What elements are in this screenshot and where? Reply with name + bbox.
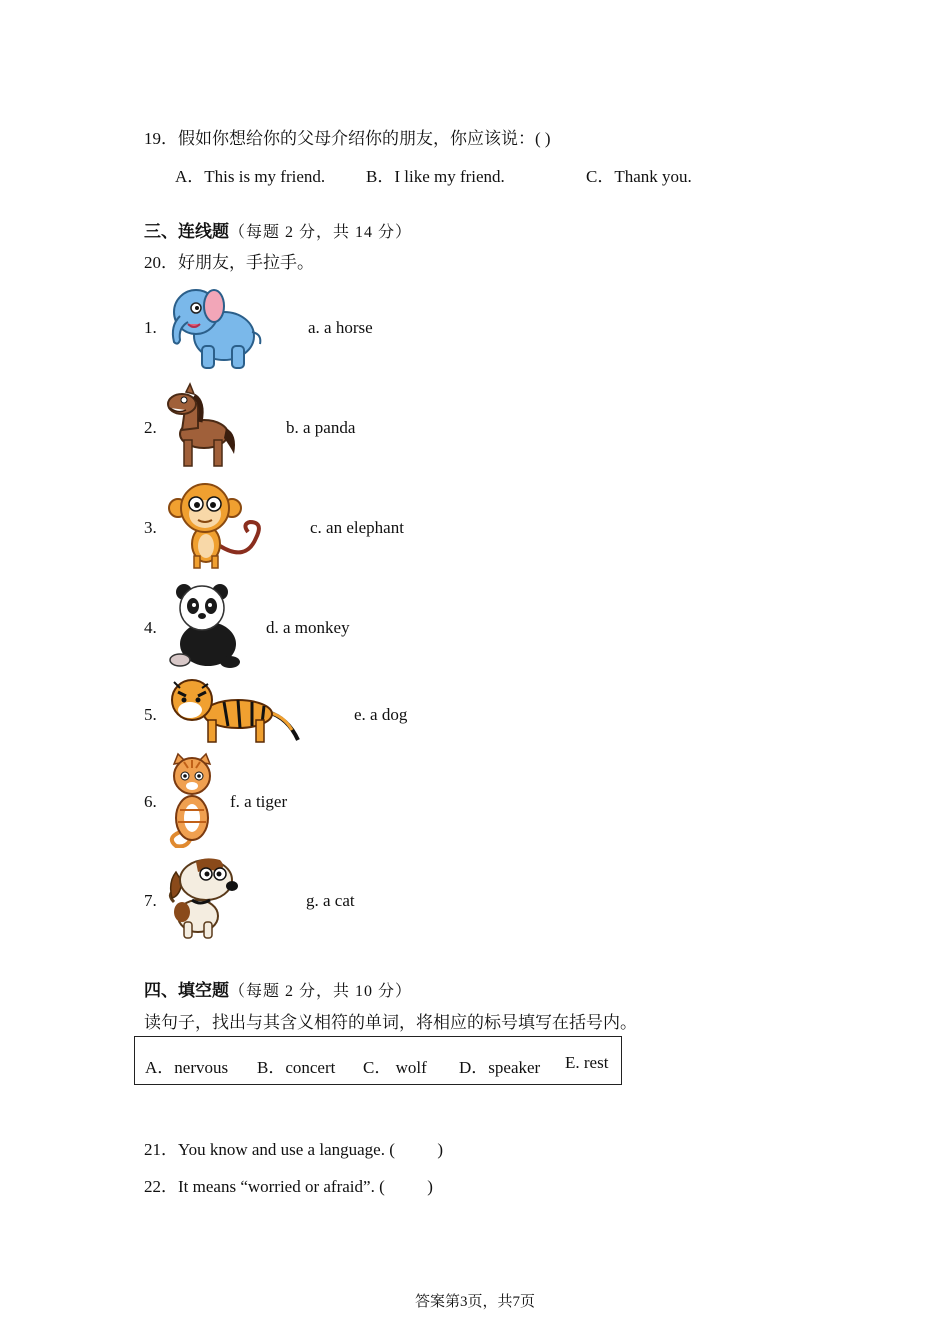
word-bank-item: E. rest [565, 1053, 609, 1072]
match-word: e. a dog [354, 705, 408, 724]
word-bank-item: B．concert [257, 1058, 336, 1077]
match-word: b. a panda [286, 418, 356, 437]
section3-note: （每题 2 分，共 14 分） [229, 224, 413, 241]
q19-option-b: B．I like my friend. [366, 167, 505, 186]
panda-icon [166, 580, 244, 670]
elephant-icon [166, 280, 266, 372]
item-number: 7. [144, 891, 157, 910]
item-number: 1. [144, 318, 157, 337]
word-bank-item: D．speaker [459, 1058, 541, 1077]
item-number: 6. [144, 792, 157, 811]
match-word: g. a cat [306, 891, 355, 910]
cat-icon [166, 752, 218, 848]
section4-note: （每题 2 分，共 10 分） [229, 983, 413, 1000]
section4-heading [144, 976, 412, 1001]
match-word: c. an elephant [310, 518, 404, 537]
item-number: 4. [144, 618, 157, 637]
q20-stem: 20．好朋友，手拉手。 [144, 253, 314, 272]
word-bank-box [134, 1036, 622, 1085]
q19-option-a: A．This is my friend. [175, 167, 326, 186]
section3-title: 三、连线题 [144, 222, 229, 241]
horse-icon [164, 382, 240, 470]
match-word: a. a horse [308, 318, 373, 337]
q21-text: 21．You know and use a language. ( ) [144, 1140, 444, 1159]
q22-text: 22．It means “worried or afraid”. ( ) [144, 1177, 433, 1196]
section4-title: 四、填空题 [144, 981, 229, 1000]
tiger-icon [168, 678, 302, 746]
section3-heading [144, 217, 412, 242]
item-number: 2. [144, 418, 157, 437]
monkey-icon [166, 482, 268, 570]
item-number: 5. [144, 705, 157, 724]
word-bank-item: C． wolf [363, 1058, 427, 1077]
item-number: 3. [144, 518, 157, 537]
q19-stem: 19．假如你想给你的父母介绍你的朋友，你应该说：( ) [144, 129, 551, 148]
page-footer: 答案第3页，共7页 [414, 1294, 535, 1310]
dog-icon [166, 852, 244, 940]
section4-instruction: 读句子，找出与其含义相符的单词，将相应的标号填写在括号内。 [144, 1013, 637, 1032]
q19-option-c: C．Thank you. [586, 167, 692, 186]
match-word: d. a monkey [266, 618, 350, 637]
match-word: f. a tiger [230, 792, 288, 811]
word-bank-item: A．nervous [145, 1058, 229, 1077]
